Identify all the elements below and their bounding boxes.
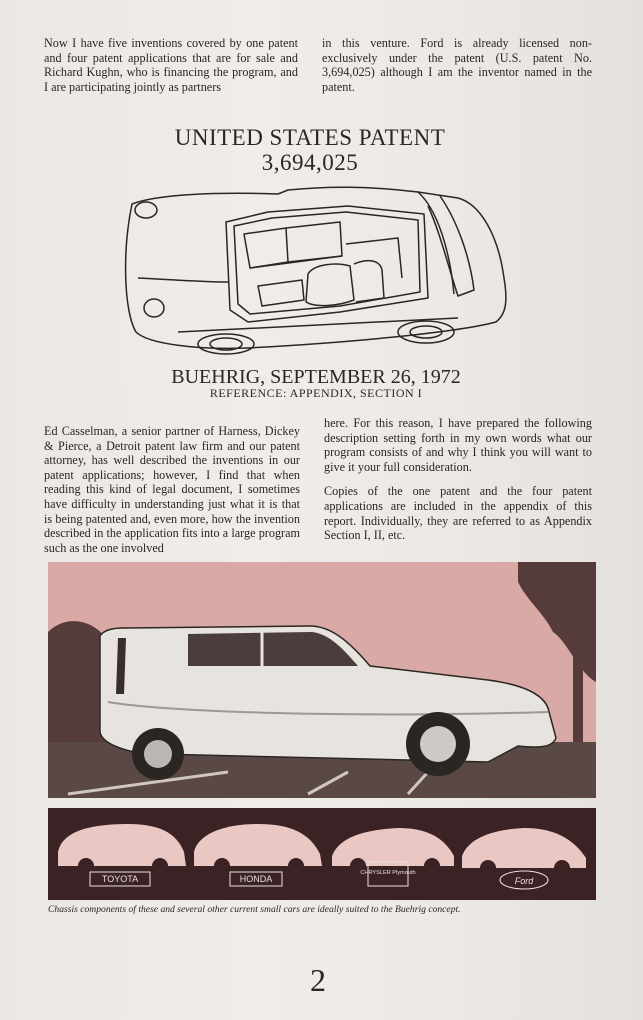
patent-car-drawing [118,182,510,364]
page-number: 2 [310,962,326,998]
chrysler-plymouth-label: CHRYSLER Plymouth [360,870,416,876]
inventor-date-heading: BUEHRIG, SEPTEMBER 26, 1972 [171,366,461,388]
body-right-paragraph-2: Copies of the one patent and the four patent applications are included in the appendix of this report. Individually, they are referred to as Appendix Section I, II, etc. [324,484,592,543]
ford-label: Ford [514,876,534,886]
body-left-paragraph: Ed Casselman, a senior partner of Harness, Dickey & Pierce, a Detroit patent law firm and our patent attorney, has well described the inventions in our patent applications; however, I find that when reading this kind of legal document, I sometimes have difficulty in understanding just what it is that is being patented and, even more, how the invention described in the application fits into a large program such as the one involved [44,424,300,555]
reference-line: REFERENCE: APPENDIX, SECTION I [209,386,423,400]
illustration-caption: Chassis components of these and several other current small cars are ideally suited to the Buehrig concept. [48,904,461,915]
intro-right-column [322,36,592,104]
body-right-column [324,416,592,553]
car-illustration [48,562,596,900]
intro-left-column [44,36,298,104]
body-right-paragraph-1: here. For this reason, I have prepared the following description setting forth in my own words what our program consists of and why I think you will want to give it your full consideration. [324,416,592,474]
body-left-column [44,424,300,565]
intro-left-paragraph: Now I have five inventions covered by one patent and four patent applications that are for sale and Richard Kughn, who is financing the program, and I are participating jointly as partners [44,36,298,94]
patent-title: UNITED STATES PATENT [174,125,446,150]
intro-right-paragraph: in this venture. Ford is already licensed non-exclusively under the patent (U.S. patent No. 3,694,025) although I am the inventor named in the patent. [322,36,592,94]
patent-number: 3,694,025 [261,150,359,175]
toyota-label: TOYOTA [101,874,139,884]
honda-label: HONDA [239,874,273,884]
